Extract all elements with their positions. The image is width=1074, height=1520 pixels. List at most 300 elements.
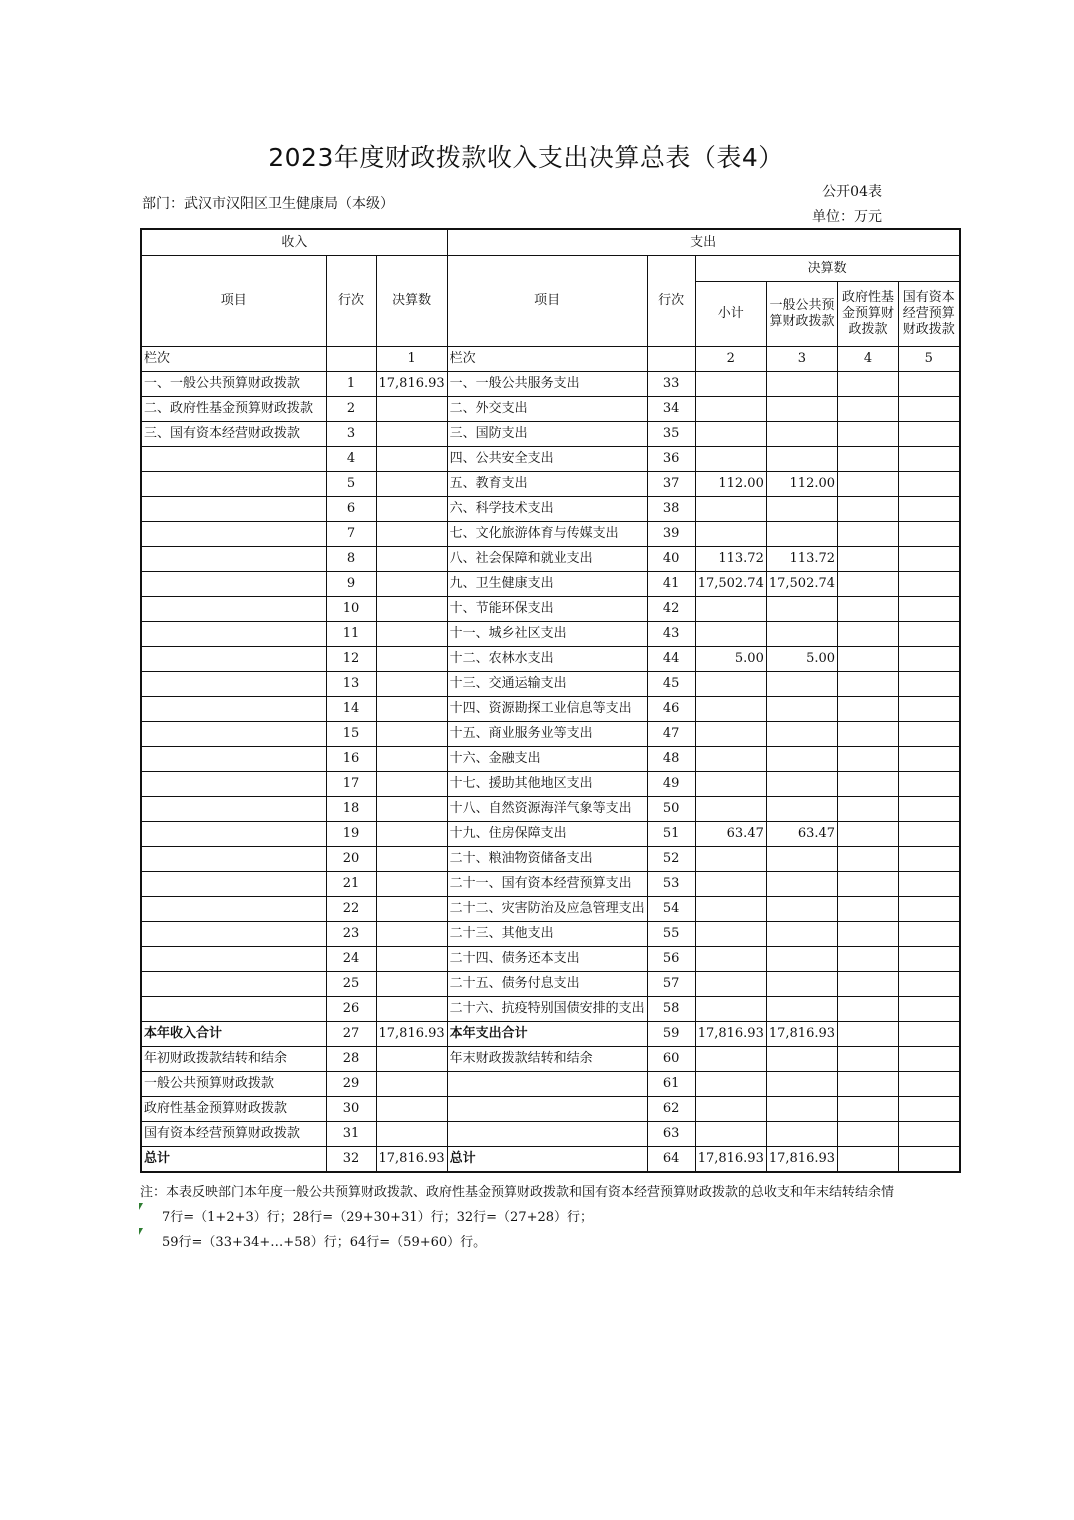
general-budget-value	[766, 397, 837, 422]
table-row	[141, 597, 960, 622]
expense-row-no: 51	[647, 822, 695, 847]
subtotal-value	[695, 372, 766, 397]
page-title: 2023年度财政拨款收入支出决算总表（表4）	[268, 143, 784, 172]
gov-fund-value	[838, 722, 899, 747]
department-label: 部门：武汉市汉阳区卫生健康局（本级）	[142, 196, 394, 212]
subtotal-value	[695, 1072, 766, 1097]
income-rowno-header: 行次	[326, 256, 376, 347]
gov-fund-value	[838, 447, 899, 472]
expense-row-no: 41	[647, 572, 695, 597]
income-final-header: 决算数	[376, 256, 447, 347]
income-item	[141, 497, 326, 522]
subtotal-value: 113.72	[695, 547, 766, 572]
expense-item: 二十五、债务付息支出	[447, 972, 647, 997]
state-capital-value	[899, 1022, 960, 1047]
expense-item-header: 项目	[447, 256, 647, 347]
state-capital-value	[899, 747, 960, 772]
income-row-no: 9	[326, 572, 376, 597]
income-header: 收入	[141, 229, 447, 256]
table-row	[141, 722, 960, 747]
subtotal-value	[695, 947, 766, 972]
col-index-1: 1	[376, 347, 447, 372]
subtotal-value	[695, 597, 766, 622]
income-final-value	[376, 797, 447, 822]
table-code: 公开04表	[822, 184, 882, 200]
subtotal-value	[695, 522, 766, 547]
table-row	[141, 1022, 960, 1047]
col-label: 栏次	[141, 347, 326, 372]
income-row-no: 7	[326, 522, 376, 547]
general-budget-value	[766, 972, 837, 997]
gov-fund-value	[838, 797, 899, 822]
state-capital-value	[899, 1047, 960, 1072]
subtotal-value	[695, 797, 766, 822]
general-budget-value: 17,816.93	[766, 1022, 837, 1047]
state-capital-value	[899, 847, 960, 872]
expense-item: 本年支出合计	[447, 1022, 647, 1047]
expense-row-no: 46	[647, 697, 695, 722]
expense-row-no: 60	[647, 1047, 695, 1072]
income-item: 年初财政拨款结转和结余	[141, 1047, 326, 1072]
income-row-no: 25	[326, 972, 376, 997]
income-final-value	[376, 947, 447, 972]
general-budget-value: 5.00	[766, 647, 837, 672]
expense-item: 二十、粮油物资储备支出	[447, 847, 647, 872]
gov-fund-value	[838, 772, 899, 797]
income-final-value	[376, 622, 447, 647]
subtotal-value	[695, 697, 766, 722]
income-final-value	[376, 822, 447, 847]
gov-fund-value	[838, 1147, 899, 1173]
table-row	[141, 1047, 960, 1072]
income-final-value: 17,816.93	[376, 372, 447, 397]
state-capital-value	[899, 647, 960, 672]
income-row-no: 26	[326, 997, 376, 1022]
income-item-header: 项目	[141, 256, 326, 347]
gov-fund-value	[838, 572, 899, 597]
expense-item: 十八、自然资源海洋气象等支出	[447, 797, 647, 822]
gov-fund-value	[838, 522, 899, 547]
state-capital-value	[899, 522, 960, 547]
state-capital-value	[899, 822, 960, 847]
income-final-value	[376, 572, 447, 597]
expense-row-no: 59	[647, 1022, 695, 1047]
income-row-no: 17	[326, 772, 376, 797]
table-row	[141, 497, 960, 522]
gov-fund-value	[838, 747, 899, 772]
gov-fund-value	[838, 647, 899, 672]
state-capital-value	[899, 397, 960, 422]
income-final-value	[376, 547, 447, 572]
state-capital-value	[899, 1072, 960, 1097]
subtotal-value	[695, 997, 766, 1022]
cell-error-marker	[139, 1203, 143, 1210]
income-row-no: 2	[326, 397, 376, 422]
income-item	[141, 997, 326, 1022]
expense-item: 二十二、灾害防治及应急管理支出	[447, 897, 647, 922]
general-budget-value: 17,502.74	[766, 572, 837, 597]
general-budget-value: 63.47	[766, 822, 837, 847]
expense-row-no: 40	[647, 547, 695, 572]
income-item	[141, 872, 326, 897]
subtotal-value	[695, 847, 766, 872]
general-budget-value: 112.00	[766, 472, 837, 497]
table-row	[141, 472, 960, 497]
gov-fund-value	[838, 897, 899, 922]
gov-fund-value	[838, 847, 899, 872]
table-row	[141, 522, 960, 547]
state-capital-value	[899, 1147, 960, 1173]
income-final-value: 17,816.93	[376, 1147, 447, 1173]
expense-row-no: 43	[647, 622, 695, 647]
general-budget-value	[766, 947, 837, 972]
state-capital-value	[899, 447, 960, 472]
table-row	[141, 872, 960, 897]
income-row-no: 12	[326, 647, 376, 672]
income-row-no: 1	[326, 372, 376, 397]
gov-fund-value	[838, 547, 899, 572]
expense-item: 十七、援助其他地区支出	[447, 772, 647, 797]
subtotal-value	[695, 722, 766, 747]
income-final-value	[376, 647, 447, 672]
income-final-value	[376, 922, 447, 947]
gov-fund-value	[838, 972, 899, 997]
income-final-value	[376, 972, 447, 997]
unit-label: 单位：万元	[812, 209, 882, 225]
income-item	[141, 697, 326, 722]
column-index-row	[141, 347, 960, 372]
income-final-value	[376, 397, 447, 422]
expense-item: 九、卫生健康支出	[447, 572, 647, 597]
income-item	[141, 447, 326, 472]
expense-item: 十一、城乡社区支出	[447, 622, 647, 647]
gov-fund-value	[838, 472, 899, 497]
expense-item: 二十六、抗疫特别国债安排的支出	[447, 997, 647, 1022]
state-capital-header: 国有资本经营预算财政拨款	[899, 282, 960, 347]
expense-row-no: 63	[647, 1122, 695, 1147]
expense-header: 支出	[447, 229, 959, 256]
income-item	[141, 472, 326, 497]
general-budget-value	[766, 872, 837, 897]
state-capital-value	[899, 597, 960, 622]
income-item: 国有资本经营预算财政拨款	[141, 1122, 326, 1147]
expense-item: 五、教育支出	[447, 472, 647, 497]
income-row-no: 5	[326, 472, 376, 497]
empty-cell	[326, 347, 376, 372]
cell-error-marker	[139, 1228, 143, 1235]
notes	[140, 1180, 894, 1255]
gov-fund-value	[838, 422, 899, 447]
expense-item: 十四、资源勘探工业信息等支出	[447, 697, 647, 722]
expense-row-no: 38	[647, 497, 695, 522]
general-budget-value	[766, 997, 837, 1022]
income-item: 三、国有资本经营财政拨款	[141, 422, 326, 447]
subtotal-value	[695, 397, 766, 422]
header-row	[141, 256, 960, 282]
table-row	[141, 1072, 960, 1097]
income-item	[141, 797, 326, 822]
expense-row-no: 35	[647, 422, 695, 447]
expense-row-no: 36	[647, 447, 695, 472]
income-final-value	[376, 997, 447, 1022]
general-budget-header: 一般公共预算财政拨款	[766, 282, 837, 347]
subtotal-value	[695, 1047, 766, 1072]
state-capital-value	[899, 922, 960, 947]
expense-row-no: 34	[647, 397, 695, 422]
income-item	[141, 897, 326, 922]
income-row-no: 19	[326, 822, 376, 847]
income-final-value	[376, 422, 447, 447]
general-budget-value	[766, 1047, 837, 1072]
table-row	[141, 772, 960, 797]
expense-row-no: 61	[647, 1072, 695, 1097]
income-final-value	[376, 1072, 447, 1097]
income-row-no: 15	[326, 722, 376, 747]
income-row-no: 27	[326, 1022, 376, 1047]
expense-item: 年末财政拨款结转和结余	[447, 1047, 647, 1072]
subtotal-value	[695, 772, 766, 797]
income-item	[141, 622, 326, 647]
note-line: 7行=（1+2+3）行；28行=（29+30+31）行；32行=（27+28）行；	[162, 1210, 594, 1225]
expense-item: 一、一般公共服务支出	[447, 372, 647, 397]
expense-row-no: 45	[647, 672, 695, 697]
expense-item	[447, 1072, 647, 1097]
expense-item: 二、外交支出	[447, 397, 647, 422]
expense-row-no: 47	[647, 722, 695, 747]
gov-fund-value	[838, 622, 899, 647]
income-final-value: 17,816.93	[376, 1022, 447, 1047]
subtotal-value: 112.00	[695, 472, 766, 497]
gov-fund-value	[838, 697, 899, 722]
table-row	[141, 397, 960, 422]
expense-item: 四、公共安全支出	[447, 447, 647, 472]
state-capital-value	[899, 422, 960, 447]
table-row	[141, 1122, 960, 1147]
income-item: 一、一般公共预算财政拨款	[141, 372, 326, 397]
table-row	[141, 672, 960, 697]
state-capital-value	[899, 622, 960, 647]
income-final-value	[376, 522, 447, 547]
general-budget-value	[766, 622, 837, 647]
subtotal-value	[695, 747, 766, 772]
expense-item	[447, 1097, 647, 1122]
income-row-no: 30	[326, 1097, 376, 1122]
table-row	[141, 447, 960, 472]
gov-fund-value	[838, 872, 899, 897]
state-capital-value	[899, 797, 960, 822]
gov-fund-value	[838, 1022, 899, 1047]
state-capital-value	[899, 472, 960, 497]
table-row	[141, 1147, 960, 1173]
expense-item: 六、科学技术支出	[447, 497, 647, 522]
expense-row-no: 42	[647, 597, 695, 622]
income-final-value	[376, 872, 447, 897]
expense-row-no: 64	[647, 1147, 695, 1173]
finance-table	[140, 228, 961, 1173]
gov-fund-header: 政府性基金预算财政拨款	[838, 282, 899, 347]
gov-fund-value	[838, 1122, 899, 1147]
general-budget-value	[766, 497, 837, 522]
income-item	[141, 547, 326, 572]
general-budget-value	[766, 372, 837, 397]
income-row-no: 32	[326, 1147, 376, 1173]
table-row	[141, 897, 960, 922]
gov-fund-value	[838, 672, 899, 697]
income-final-value	[376, 1122, 447, 1147]
subtotal-value	[695, 672, 766, 697]
income-final-value	[376, 597, 447, 622]
income-item: 二、政府性基金预算财政拨款	[141, 397, 326, 422]
state-capital-value	[899, 972, 960, 997]
expense-item: 二十三、其他支出	[447, 922, 647, 947]
expense-row-no: 49	[647, 772, 695, 797]
general-budget-value	[766, 797, 837, 822]
table-row	[141, 572, 960, 597]
income-item: 本年收入合计	[141, 1022, 326, 1047]
income-row-no: 4	[326, 447, 376, 472]
expense-row-no: 50	[647, 797, 695, 822]
table-row	[141, 622, 960, 647]
expense-row-no: 53	[647, 872, 695, 897]
expense-row-no: 39	[647, 522, 695, 547]
table-row	[141, 422, 960, 447]
expense-row-no: 58	[647, 997, 695, 1022]
general-budget-value	[766, 722, 837, 747]
col-index-5: 5	[899, 347, 960, 372]
expense-row-no: 55	[647, 922, 695, 947]
income-final-value	[376, 722, 447, 747]
subtotal-value	[695, 1097, 766, 1122]
general-budget-value	[766, 747, 837, 772]
subtotal-value	[695, 422, 766, 447]
header-row	[141, 229, 960, 256]
income-item: 总计	[141, 1147, 326, 1173]
subtotal-value: 5.00	[695, 647, 766, 672]
expense-item: 十六、金融支出	[447, 747, 647, 772]
state-capital-value	[899, 947, 960, 972]
gov-fund-value	[838, 922, 899, 947]
expense-item: 八、社会保障和就业支出	[447, 547, 647, 572]
income-final-value	[376, 1097, 447, 1122]
table-row	[141, 547, 960, 572]
gov-fund-value	[838, 597, 899, 622]
general-budget-value	[766, 597, 837, 622]
state-capital-value	[899, 372, 960, 397]
expense-row-no: 48	[647, 747, 695, 772]
expense-item: 二十四、债务还本支出	[447, 947, 647, 972]
state-capital-value	[899, 997, 960, 1022]
income-final-value	[376, 772, 447, 797]
income-item	[141, 597, 326, 622]
state-capital-value	[899, 497, 960, 522]
subtotal-value	[695, 972, 766, 997]
expense-row-no: 37	[647, 472, 695, 497]
general-budget-value	[766, 897, 837, 922]
income-item: 一般公共预算财政拨款	[141, 1072, 326, 1097]
expense-row-no: 54	[647, 897, 695, 922]
expense-item: 七、文化旅游体育与传媒支出	[447, 522, 647, 547]
table-row	[141, 747, 960, 772]
income-final-value	[376, 447, 447, 472]
subtotal-value	[695, 922, 766, 947]
subtotal-value: 17,816.93	[695, 1147, 766, 1173]
income-item	[141, 947, 326, 972]
gov-fund-value	[838, 1047, 899, 1072]
income-item	[141, 972, 326, 997]
general-budget-value	[766, 422, 837, 447]
table-row	[141, 947, 960, 972]
income-row-no: 29	[326, 1072, 376, 1097]
col-index-4: 4	[838, 347, 899, 372]
table-row	[141, 697, 960, 722]
income-item	[141, 522, 326, 547]
general-budget-value	[766, 1072, 837, 1097]
income-item	[141, 847, 326, 872]
expense-item: 三、国防支出	[447, 422, 647, 447]
income-final-value	[376, 672, 447, 697]
col-label-2: 栏次	[447, 347, 647, 372]
state-capital-value	[899, 872, 960, 897]
gov-fund-value	[838, 822, 899, 847]
income-final-value	[376, 497, 447, 522]
income-item	[141, 747, 326, 772]
expense-item	[447, 1122, 647, 1147]
gov-fund-value	[838, 947, 899, 972]
state-capital-value	[899, 1122, 960, 1147]
table-row	[141, 847, 960, 872]
income-row-no: 24	[326, 947, 376, 972]
state-capital-value	[899, 547, 960, 572]
state-capital-value	[899, 772, 960, 797]
income-row-no: 14	[326, 697, 376, 722]
income-item	[141, 672, 326, 697]
subtotal-header: 小计	[695, 282, 766, 347]
subtotal-value	[695, 897, 766, 922]
income-item	[141, 772, 326, 797]
income-row-no: 8	[326, 547, 376, 572]
final-amount-header: 决算数	[695, 256, 959, 282]
expense-item: 二十一、国有资本经营预算支出	[447, 872, 647, 897]
general-budget-value	[766, 672, 837, 697]
expense-row-no: 62	[647, 1097, 695, 1122]
table-row	[141, 372, 960, 397]
income-row-no: 20	[326, 847, 376, 872]
general-budget-value	[766, 697, 837, 722]
income-row-no: 22	[326, 897, 376, 922]
gov-fund-value	[838, 372, 899, 397]
income-item	[141, 922, 326, 947]
income-final-value	[376, 1047, 447, 1072]
general-budget-value	[766, 447, 837, 472]
general-budget-value	[766, 847, 837, 872]
table-row	[141, 797, 960, 822]
expense-row-no: 57	[647, 972, 695, 997]
income-item	[141, 572, 326, 597]
gov-fund-value	[838, 497, 899, 522]
gov-fund-value	[838, 1097, 899, 1122]
income-row-no: 13	[326, 672, 376, 697]
state-capital-value	[899, 697, 960, 722]
income-final-value	[376, 897, 447, 922]
income-final-value	[376, 847, 447, 872]
income-item	[141, 722, 326, 747]
income-row-no: 28	[326, 1047, 376, 1072]
income-final-value	[376, 697, 447, 722]
gov-fund-value	[838, 397, 899, 422]
table-row	[141, 647, 960, 672]
empty-cell	[647, 347, 695, 372]
subtotal-value	[695, 622, 766, 647]
